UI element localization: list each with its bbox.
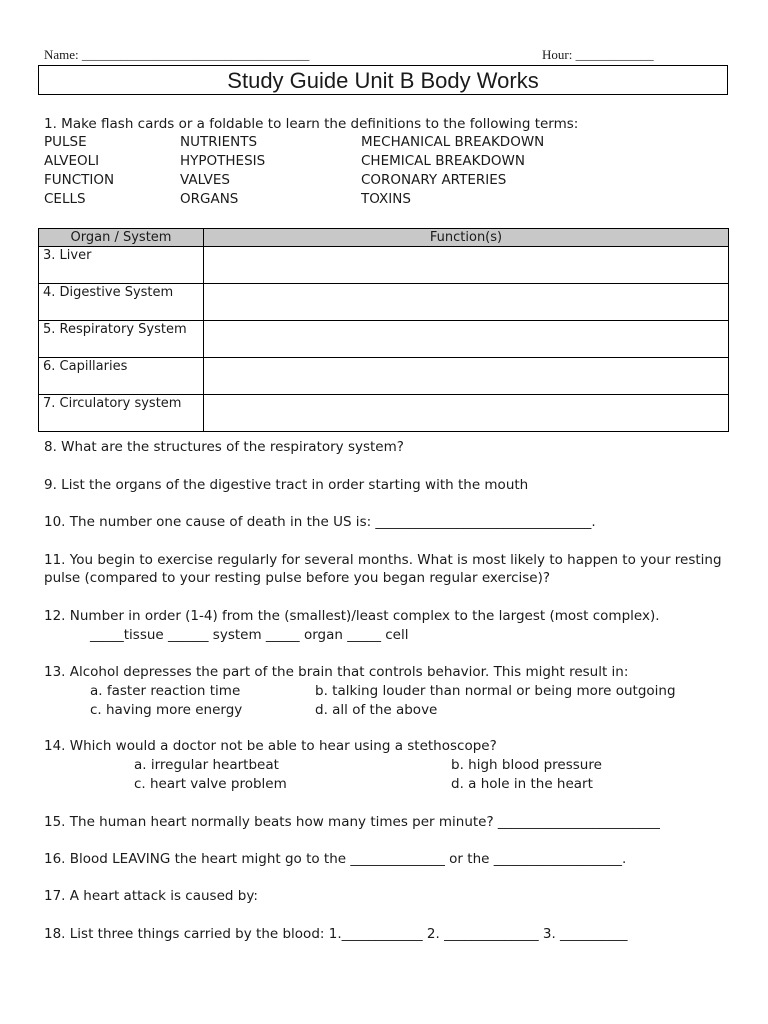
question-17: 17. A heart attack is caused by: [44,888,258,904]
term: CHEMICAL BREAKDOWN [361,153,525,169]
question-11-line1: 11. You begin to exercise regularly for several months. What is most likely to happen to your resting [44,552,722,568]
function-answer-cell[interactable] [204,395,729,432]
question-8: 8. What are the structures of the respiratory system? [44,439,404,455]
table-row [39,284,729,321]
term: ORGANS [180,191,239,207]
question-14-prompt: 14. Which would a doctor not be able to hear using a stethoscope? [44,738,497,754]
question-14-option-a: a. irregular heartbeat [134,757,279,773]
question-10: 10. The number one cause of death in the US is: ________________________________. [44,514,596,530]
question-18: 18. List three things carried by the blood: 1.____________ 2. ______________ 3. __________ [44,926,628,942]
page-title: Study Guide Unit B Body Works [38,65,728,95]
organ-cell: 3. Liver [39,247,204,284]
table-row [39,321,729,358]
organ-cell: 4. Digestive System [39,284,204,321]
term: ALVEOLI [44,153,100,169]
question-9: 9. List the organs of the digestive tract in order starting with the mouth [44,477,529,493]
question-13-option-a: a. faster reaction time [90,683,241,699]
function-answer-cell[interactable] [204,358,729,395]
question-14-option-b: b. high blood pressure [451,757,602,773]
function-answer-cell[interactable] [204,247,729,284]
q1-prompt: 1. Make flash cards or a foldable to learn the definitions to the following terms: [44,116,579,132]
hour-field-label: Hour: ____________ [542,47,654,62]
question-14-option-c: c. heart valve problem [134,776,287,792]
question-11-line2: pulse (compared to your resting pulse before you began regular exercise)? [44,570,551,586]
table-header-row [39,229,729,247]
term: TOXINS [361,191,411,207]
column-header: Function(s) [204,229,729,247]
function-answer-cell[interactable] [204,321,729,358]
organ-function-table [38,228,729,432]
term: MECHANICAL BREAKDOWN [361,134,545,150]
term: NUTRIENTS [180,134,258,150]
question-13-option-b: b. talking louder than normal or being more outgoing [315,683,676,699]
term: CELLS [44,191,86,207]
term: FUNCTION [44,172,115,188]
term: HYPOTHESIS [180,153,266,169]
term: VALVES [180,172,230,188]
question-13-option-c: c. having more energy [90,702,243,718]
question-16: 16. Blood LEAVING the heart might go to the ______________ or the ___________________. [44,851,627,867]
organ-cell: 5. Respiratory System [39,321,204,358]
organ-cell: 6. Capillaries [39,358,204,395]
term: PULSE [44,134,87,150]
table-row [39,395,729,432]
column-header: Organ / System [39,229,204,247]
table-row [39,358,729,395]
question-12-blanks: _____tissue ______ system _____ organ _____ cell [90,627,409,643]
question-13-prompt: 13. Alcohol depresses the part of the brain that controls behavior. This might result in: [44,664,629,680]
question-12-line1: 12. Number in order (1-4) from the (smallest)/least complex to the largest (most complex). [44,608,660,624]
name-field-label: Name: ___________________________________ [44,47,310,62]
organ-cell: 7. Circulatory system [39,395,204,432]
function-answer-cell[interactable] [204,284,729,321]
term: CORONARY ARTERIES [361,172,507,188]
question-14-option-d: d. a hole in the heart [451,776,593,792]
question-13-option-d: d. all of the above [315,702,438,718]
table-row [39,247,729,284]
question-15: 15. The human heart normally beats how many times per minute? ________________________ [44,814,660,830]
